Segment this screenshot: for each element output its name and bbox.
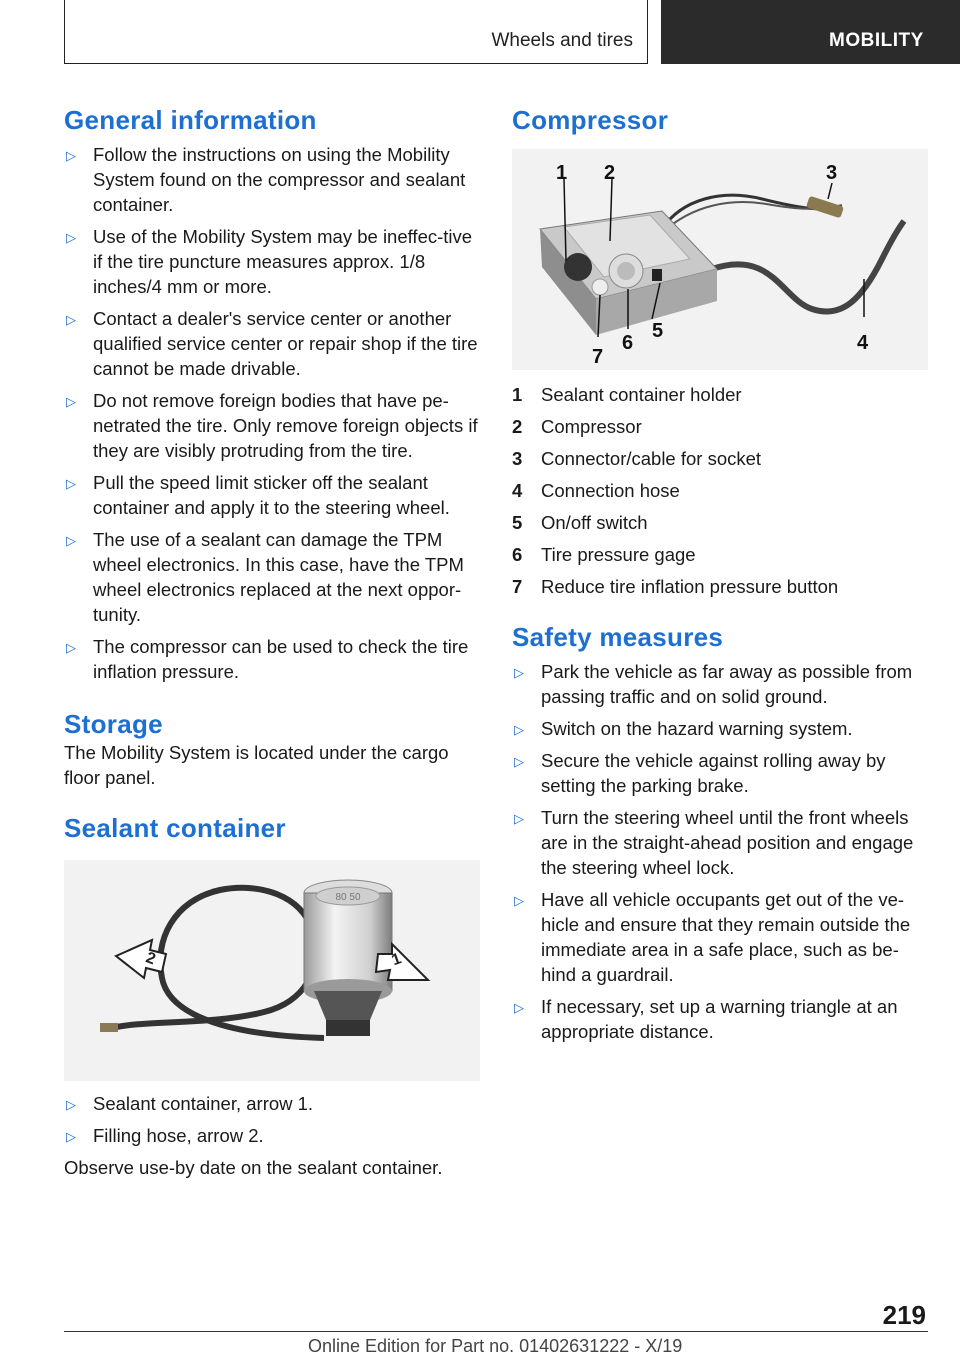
sealant-note: Observe use-by date on the sealant container. (64, 1157, 443, 1178)
section-title: Wheels and tires (491, 30, 633, 51)
triangle-right-icon: ▷ (66, 640, 76, 655)
safety-measures-list (512, 659, 928, 1044)
callout-5: 5 (652, 320, 664, 342)
triangle-right-icon: ▷ (514, 754, 524, 769)
list-item: ▷ Do not remove foreign bodies that have pe-netrated the tire. Only remove foreign objects if they are visibly protruding from the tire. (66, 390, 478, 461)
hose-fitting (100, 1023, 118, 1032)
sealant-holder (564, 253, 592, 281)
triangle-right-icon: ▷ (66, 1129, 76, 1144)
general-information-heading: General information (64, 105, 317, 135)
list-item: ▷ Contact a dealer's service center or another qualified service center or repair shop if the tire cannot be made drivable. (66, 308, 478, 379)
list-item: ▷ Sealant container, arrow 1. (64, 1091, 480, 1116)
legend-row: 6 Tire pressure gage (512, 544, 696, 565)
arrow-1-label: 1 (389, 950, 404, 970)
legend-row: 1 Sealant container holder (512, 384, 742, 405)
safety-measures-heading: Safety measures (512, 622, 724, 652)
triangle-right-icon: ▷ (66, 394, 76, 409)
triangle-right-icon: ▷ (66, 148, 76, 163)
legend-row: 2 Compressor (512, 416, 642, 437)
legend-row: 3 Connector/cable for socket (512, 448, 762, 469)
cap-label: 80 50 (335, 892, 361, 903)
storage-heading: Storage (64, 709, 163, 739)
legend-row: 4 Connection hose (512, 480, 680, 501)
edition-note: Online Edition for Part no. 01402631222 - X/19 (308, 1336, 683, 1356)
list-item: ▷ The compressor can be used to check the tire inflation pressure. (66, 636, 469, 682)
connection-hose (712, 221, 904, 312)
storage-text: The Mobility System is located under the cargo floor panel. (64, 742, 449, 788)
callout-4: 4 (857, 332, 869, 354)
list-item: ▷ Have all vehicle occupants get out of the ve-hicle and ensure that they remain outside the immediate area in a safe place, such as be-hind a guardrail. (514, 889, 911, 985)
sealant-container-figure (64, 860, 480, 1081)
header-section-box (64, 0, 648, 64)
chapter-tab (661, 0, 960, 64)
release-button (592, 279, 608, 295)
arrow-2-label: 2 (143, 949, 158, 969)
list-item: ▷ Use of the Mobility System may be ineffec-tive if the tire puncture measures approx. 1/8 inches/4 mm or more. (66, 226, 473, 297)
callout-6: 6 (622, 332, 634, 354)
compressor-heading: Compressor (512, 105, 669, 135)
list-item: ▷ Pull the speed limit sticker off the sealant container and apply it to the steering wheel. (66, 472, 450, 518)
triangle-right-icon: ▷ (66, 476, 76, 491)
triangle-right-icon: ▷ (514, 722, 524, 737)
list-item: ▷ The use of a sealant can damage the TPM wheel electronics. In this case, have the TPM wheel electronics replaced at the next oppor-tunity. (66, 529, 464, 625)
list-item: ▷ Follow the instructions on using the Mobility System found on the compressor and sealant container. (66, 144, 466, 215)
left-column (64, 104, 480, 1180)
callout-2: 2 (604, 162, 616, 184)
legend-row: 5 On/off switch (512, 512, 648, 533)
triangle-right-icon: ▷ (514, 893, 524, 908)
list-item: ▷ If necessary, set up a warning triangle at an appropriate distance. (514, 996, 898, 1042)
footer-divider (64, 1331, 928, 1332)
triangle-right-icon: ▷ (66, 1097, 76, 1112)
triangle-right-icon: ▷ (66, 312, 76, 327)
compressor-figure (512, 149, 928, 370)
list-item: ▷ Turn the steering wheel until the front wheels are in the straight-ahead position and engage the steering wheel lock. (514, 807, 914, 878)
page-number: 219 (882, 1300, 926, 1330)
onoff-switch (652, 269, 662, 281)
callout-1: 1 (556, 162, 568, 184)
list-item: ▷ Switch on the hazard warning system. (512, 716, 928, 741)
triangle-right-icon: ▷ (66, 533, 76, 548)
legend-row: 7 Reduce tire inflation pressure button (512, 576, 839, 597)
triangle-right-icon: ▷ (514, 665, 524, 680)
socket-connector (806, 196, 844, 219)
triangle-right-icon: ▷ (514, 811, 524, 826)
triangle-right-icon: ▷ (514, 1000, 524, 1015)
callout-7: 7 (592, 346, 604, 368)
list-item: ▷ Secure the vehicle against rolling away by setting the parking brake. (514, 750, 886, 796)
right-column (512, 104, 928, 1051)
sealant-container-heading: Sealant container (64, 813, 286, 843)
list-item: ▷ Filling hose, arrow 2. (64, 1123, 480, 1148)
sealant-list (64, 1091, 480, 1148)
chapter-title: MOBILITY (829, 30, 924, 51)
general-information-list (64, 142, 480, 684)
triangle-right-icon: ▷ (66, 230, 76, 245)
list-item: ▷ Park the vehicle as far away as possible from passing traffic and on solid ground. (514, 661, 913, 707)
compressor-legend (512, 382, 928, 599)
callout-3: 3 (826, 162, 838, 184)
